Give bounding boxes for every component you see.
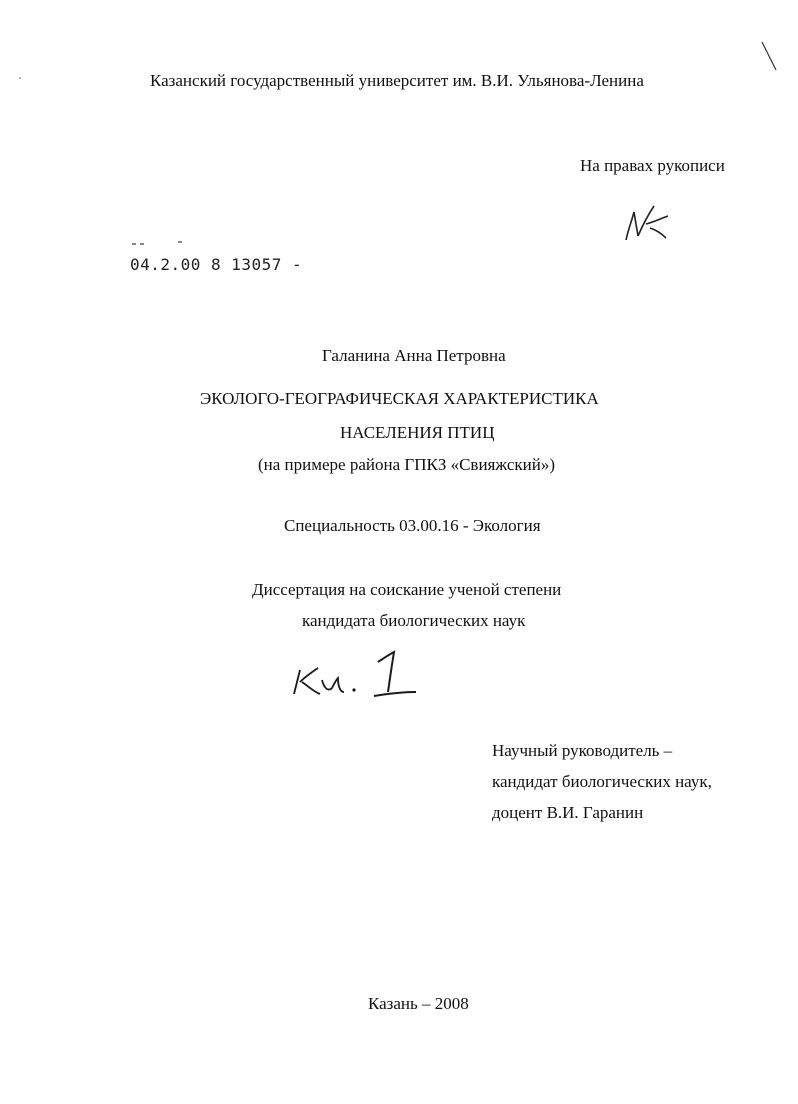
thesis-title-line-2: НАСЕЛЕНИЯ ПТИЦ (340, 423, 495, 442)
thesis-title-line-1: ЭКОЛОГО-ГЕОГРАФИЧЕСКАЯ ХАРАКТЕРИСТИКА (200, 389, 599, 408)
degree-line-2: кандидата биологических наук (302, 611, 526, 630)
library-stamp-number (130, 255, 302, 274)
supervisor-line-2: кандидат биологических наук, (492, 772, 712, 791)
supervisor-line-1: Научный руководитель – (492, 741, 673, 760)
stamp-code-left: 04.2.00 (130, 255, 201, 274)
degree-line-1: Диссертация на соискание ученой степени (252, 580, 562, 599)
supervisor-line-3: доцент В.И. Гаранин (492, 803, 644, 822)
corner-pen-stroke (760, 40, 780, 74)
specialty-line: Специальность 03.00.16 - Экология (284, 516, 541, 535)
manuscript-rights-label: На правах рукописи (580, 156, 725, 175)
initials-signature (620, 200, 680, 248)
stray-dot-mark (18, 76, 22, 80)
stamp-tick-marks (130, 236, 190, 246)
handwritten-book-note (286, 648, 426, 710)
university-name: Казанский государственный университет им. В.И. Ульянова-Ленина (150, 71, 644, 90)
city-year: Казань – 2008 (368, 994, 469, 1013)
author-name: Галанина Анна Петровна (322, 346, 506, 365)
thesis-subtitle: (на примере района ГПКЗ «Свияжский») (258, 455, 555, 474)
stamp-code-right: 8 13057 - (210, 255, 303, 274)
